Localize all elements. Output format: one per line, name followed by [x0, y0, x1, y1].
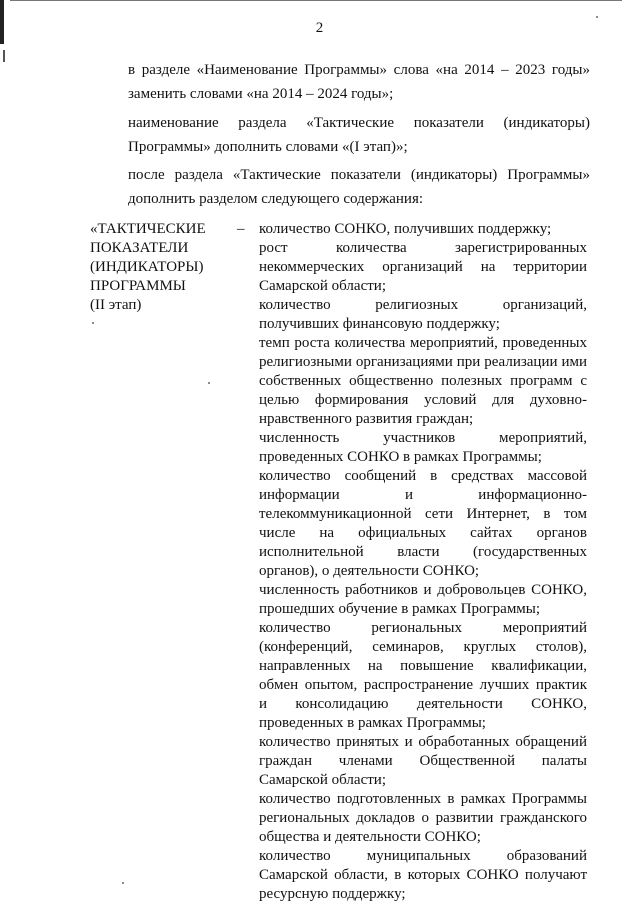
list-item: темп роста количества мероприятий, проведенных религиозными организациями при реализации ими собственных общественно полезных программ с целью формирования условий для духовно-нравственного развития граждан;	[259, 335, 587, 427]
paragraph-3: после раздела «Тактические показатели (индикаторы) Программы» дополнить разделом следующего содержания:	[128, 167, 590, 207]
list-item: количество муниципальных образований Самарской области, в которых СОНКО получают ресурсную поддержку;	[259, 848, 587, 902]
section-heading-line: ПРОГРАММЫ	[90, 278, 186, 294]
list-item: рост количества зарегистрированных некоммерческих организаций на территории Самарской области;	[259, 240, 587, 294]
scan-speck	[92, 322, 94, 324]
section-heading-line: (II этап)	[90, 297, 142, 313]
scan-speck	[596, 16, 598, 18]
paragraph-2: наименование раздела «Тактические показатели (индикаторы) Программы» дополнить словами «(I этап)»;	[128, 115, 590, 155]
page-number: 2	[315, 20, 324, 36]
list-item: количество сообщений в средствах массовой информации и информационно-телекоммуникационной сети Интернет, в том числе на официальных сайтах органов исполнительной власти (государственных органов), о деятельности СОНКО;	[259, 468, 587, 579]
section-dash: –	[237, 221, 245, 237]
list-item: численность участников мероприятий, проведенных СОНКО в рамках Программы;	[259, 430, 587, 465]
list-item: численность работников и добровольцев СОНКО, прошедших обучение в рамках Программы;	[259, 582, 587, 617]
list-item: количество региональных мероприятий (конференций, семинаров, круглых столов), направленных на повышение квалификации, обмен опытом, распространение лучших практик и консолидацию деятельности СОНКО, проведенных в рамках Программы;	[259, 620, 587, 731]
list-item: количество подготовленных в рамках Программы региональных докладов о развитии гражданского общества и деятельности СОНКО;	[259, 791, 587, 845]
section-heading-line: ПОКАЗАТЕЛИ	[90, 240, 189, 256]
section-heading-line: (ИНДИКАТОРЫ)	[90, 259, 204, 275]
section-heading-line: «ТАКТИЧЕСКИЕ	[90, 221, 206, 237]
list-item: количество СОНКО, получивших поддержку;	[259, 221, 552, 237]
list-item: количество принятых и обработанных обращений граждан членами Общественной палаты Самарской области;	[259, 734, 587, 788]
scan-speck	[122, 882, 124, 884]
indicator-list	[259, 220, 587, 904]
paragraph-1: в разделе «Наименование Программы» слова «на 2014 – 2023 годы» заменить словами «на 2014 – 2024 годы»;	[128, 62, 590, 102]
scan-top-edge	[10, 0, 622, 1]
list-item: количество религиозных организаций, получивших финансовую поддержку;	[259, 297, 587, 332]
scan-speck	[208, 382, 210, 384]
scan-left-edge-mark-small	[3, 50, 5, 62]
section-heading	[90, 220, 230, 315]
